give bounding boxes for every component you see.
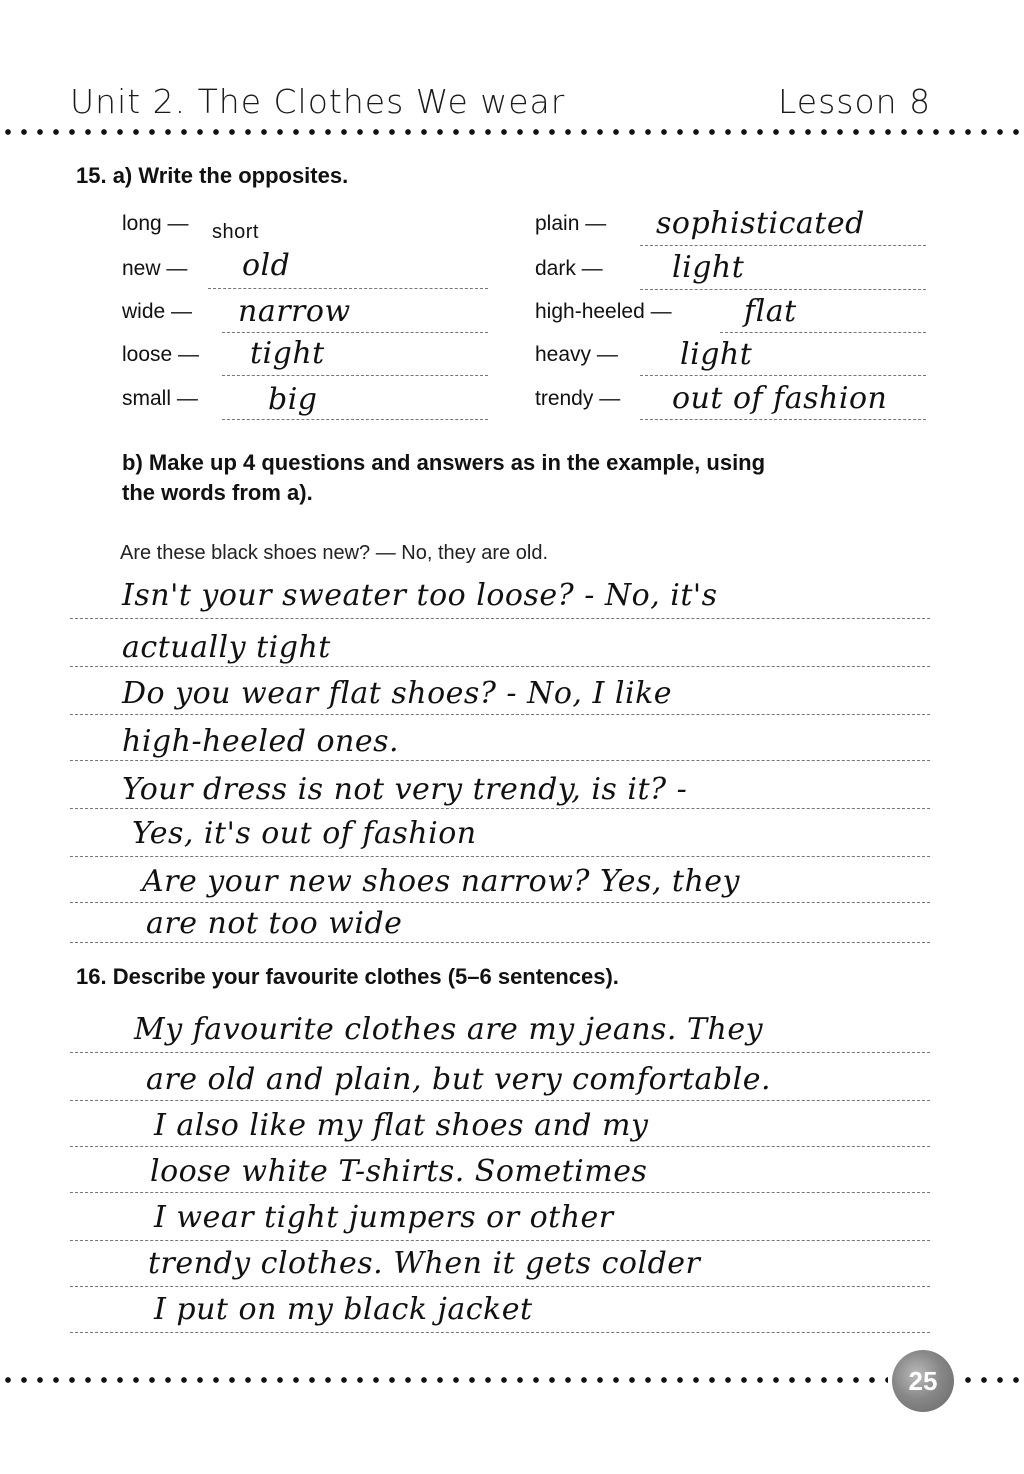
task-15b-title-line2: the words from a).: [122, 480, 313, 505]
writing-line: [70, 666, 930, 667]
right-answer-5: out of fashion: [672, 381, 888, 416]
answer-16-line-3: I also like my flat shoes and my: [154, 1108, 649, 1143]
left-answer-2: old: [242, 248, 291, 283]
answer-line: [640, 419, 926, 420]
writing-line: [70, 1192, 930, 1193]
writing-line: [70, 808, 930, 809]
answer-15b-line-6: Yes, it's out of fashion: [132, 816, 477, 851]
left-word-3: wide —: [122, 300, 193, 323]
right-word-2: dark —: [535, 257, 603, 280]
writing-line: [70, 618, 930, 619]
answer-line: [640, 289, 926, 290]
task-16-title: 16. Describe your favourite clothes (5–6 sentences).: [76, 964, 619, 989]
answer-line: [640, 245, 926, 246]
right-word-4: heavy —: [535, 343, 618, 366]
answer-16-line-7: I put on my black jacket: [154, 1292, 533, 1327]
left-answer-4: tight: [250, 336, 325, 371]
writing-line: [70, 1240, 930, 1241]
writing-line: [70, 760, 930, 761]
bottom-dotted-divider-end: [960, 1376, 1024, 1384]
writing-line: [70, 856, 930, 857]
task-15b-title-line1: b) Make up 4 questions and answers as in the example, using: [122, 450, 766, 475]
example-sentence: Are these black shoes new? — No, they are old.: [120, 542, 549, 564]
answer-line: [208, 288, 488, 289]
left-word-2: new —: [122, 257, 188, 280]
answer-16-line-1: My favourite clothes are my jeans. They: [134, 1012, 764, 1047]
answer-16-line-5: I wear tight jumpers or other: [154, 1200, 614, 1235]
left-word-4: loose —: [122, 343, 200, 366]
right-word-5: trendy —: [535, 387, 621, 410]
writing-line: [70, 714, 930, 715]
answer-line: [222, 332, 488, 333]
writing-line: [70, 942, 930, 943]
right-answer-4: light: [680, 337, 753, 372]
left-word-5: small —: [122, 387, 198, 410]
answer-15b-line-2: actually tight: [122, 630, 331, 665]
answer-15b-line-7: Are your new shoes narrow? Yes, they: [142, 864, 741, 899]
writing-line: [70, 1052, 930, 1053]
answer-15b-line-3: Do you wear flat shoes? - No, I like: [122, 676, 673, 711]
answer-15b-line-4: high-heeled ones.: [122, 724, 400, 759]
answer-16-line-6: trendy clothes. When it gets colder: [148, 1246, 701, 1281]
left-answer-5: big: [268, 382, 318, 417]
answer-15b-line-8: are not too wide: [146, 906, 403, 941]
right-answer-1: sophisticated: [656, 206, 865, 241]
page-number: 25: [892, 1350, 954, 1412]
answer-15b-line-5: Your dress is not very trendy, is it? -: [122, 772, 688, 807]
right-word-3: high-heeled —: [535, 300, 672, 323]
left-word-1: long —: [122, 212, 189, 235]
unit-title: Unit 2. The Clothes We wear: [70, 82, 566, 121]
answer-line: [222, 375, 488, 376]
answer-line: [222, 419, 488, 420]
writing-line: [70, 1100, 930, 1101]
left-answer-3: narrow: [238, 294, 351, 329]
lesson-title: Lesson 8: [778, 82, 932, 121]
task-15a-title: 15. a) Write the opposites.: [76, 163, 349, 188]
top-dotted-divider: [0, 128, 1024, 136]
answer-16-line-4: loose white T-shirts. Sometimes: [150, 1154, 648, 1189]
right-answer-3: flat: [744, 294, 797, 329]
writing-line: [70, 1332, 930, 1333]
writing-line: [70, 1146, 930, 1147]
writing-line: [70, 1286, 930, 1287]
answer-15b-line-1: Isn't your sweater too loose? - No, it's: [122, 578, 718, 613]
writing-line: [70, 902, 930, 903]
left-answer-1: short: [212, 221, 259, 243]
answer-16-line-2: are old and plain, but very comfortable.: [146, 1062, 772, 1097]
right-word-1: plain —: [535, 212, 607, 235]
answer-line: [640, 375, 926, 376]
answer-line: [720, 332, 926, 333]
right-answer-2: light: [672, 250, 745, 285]
bottom-dotted-divider: [0, 1376, 888, 1384]
